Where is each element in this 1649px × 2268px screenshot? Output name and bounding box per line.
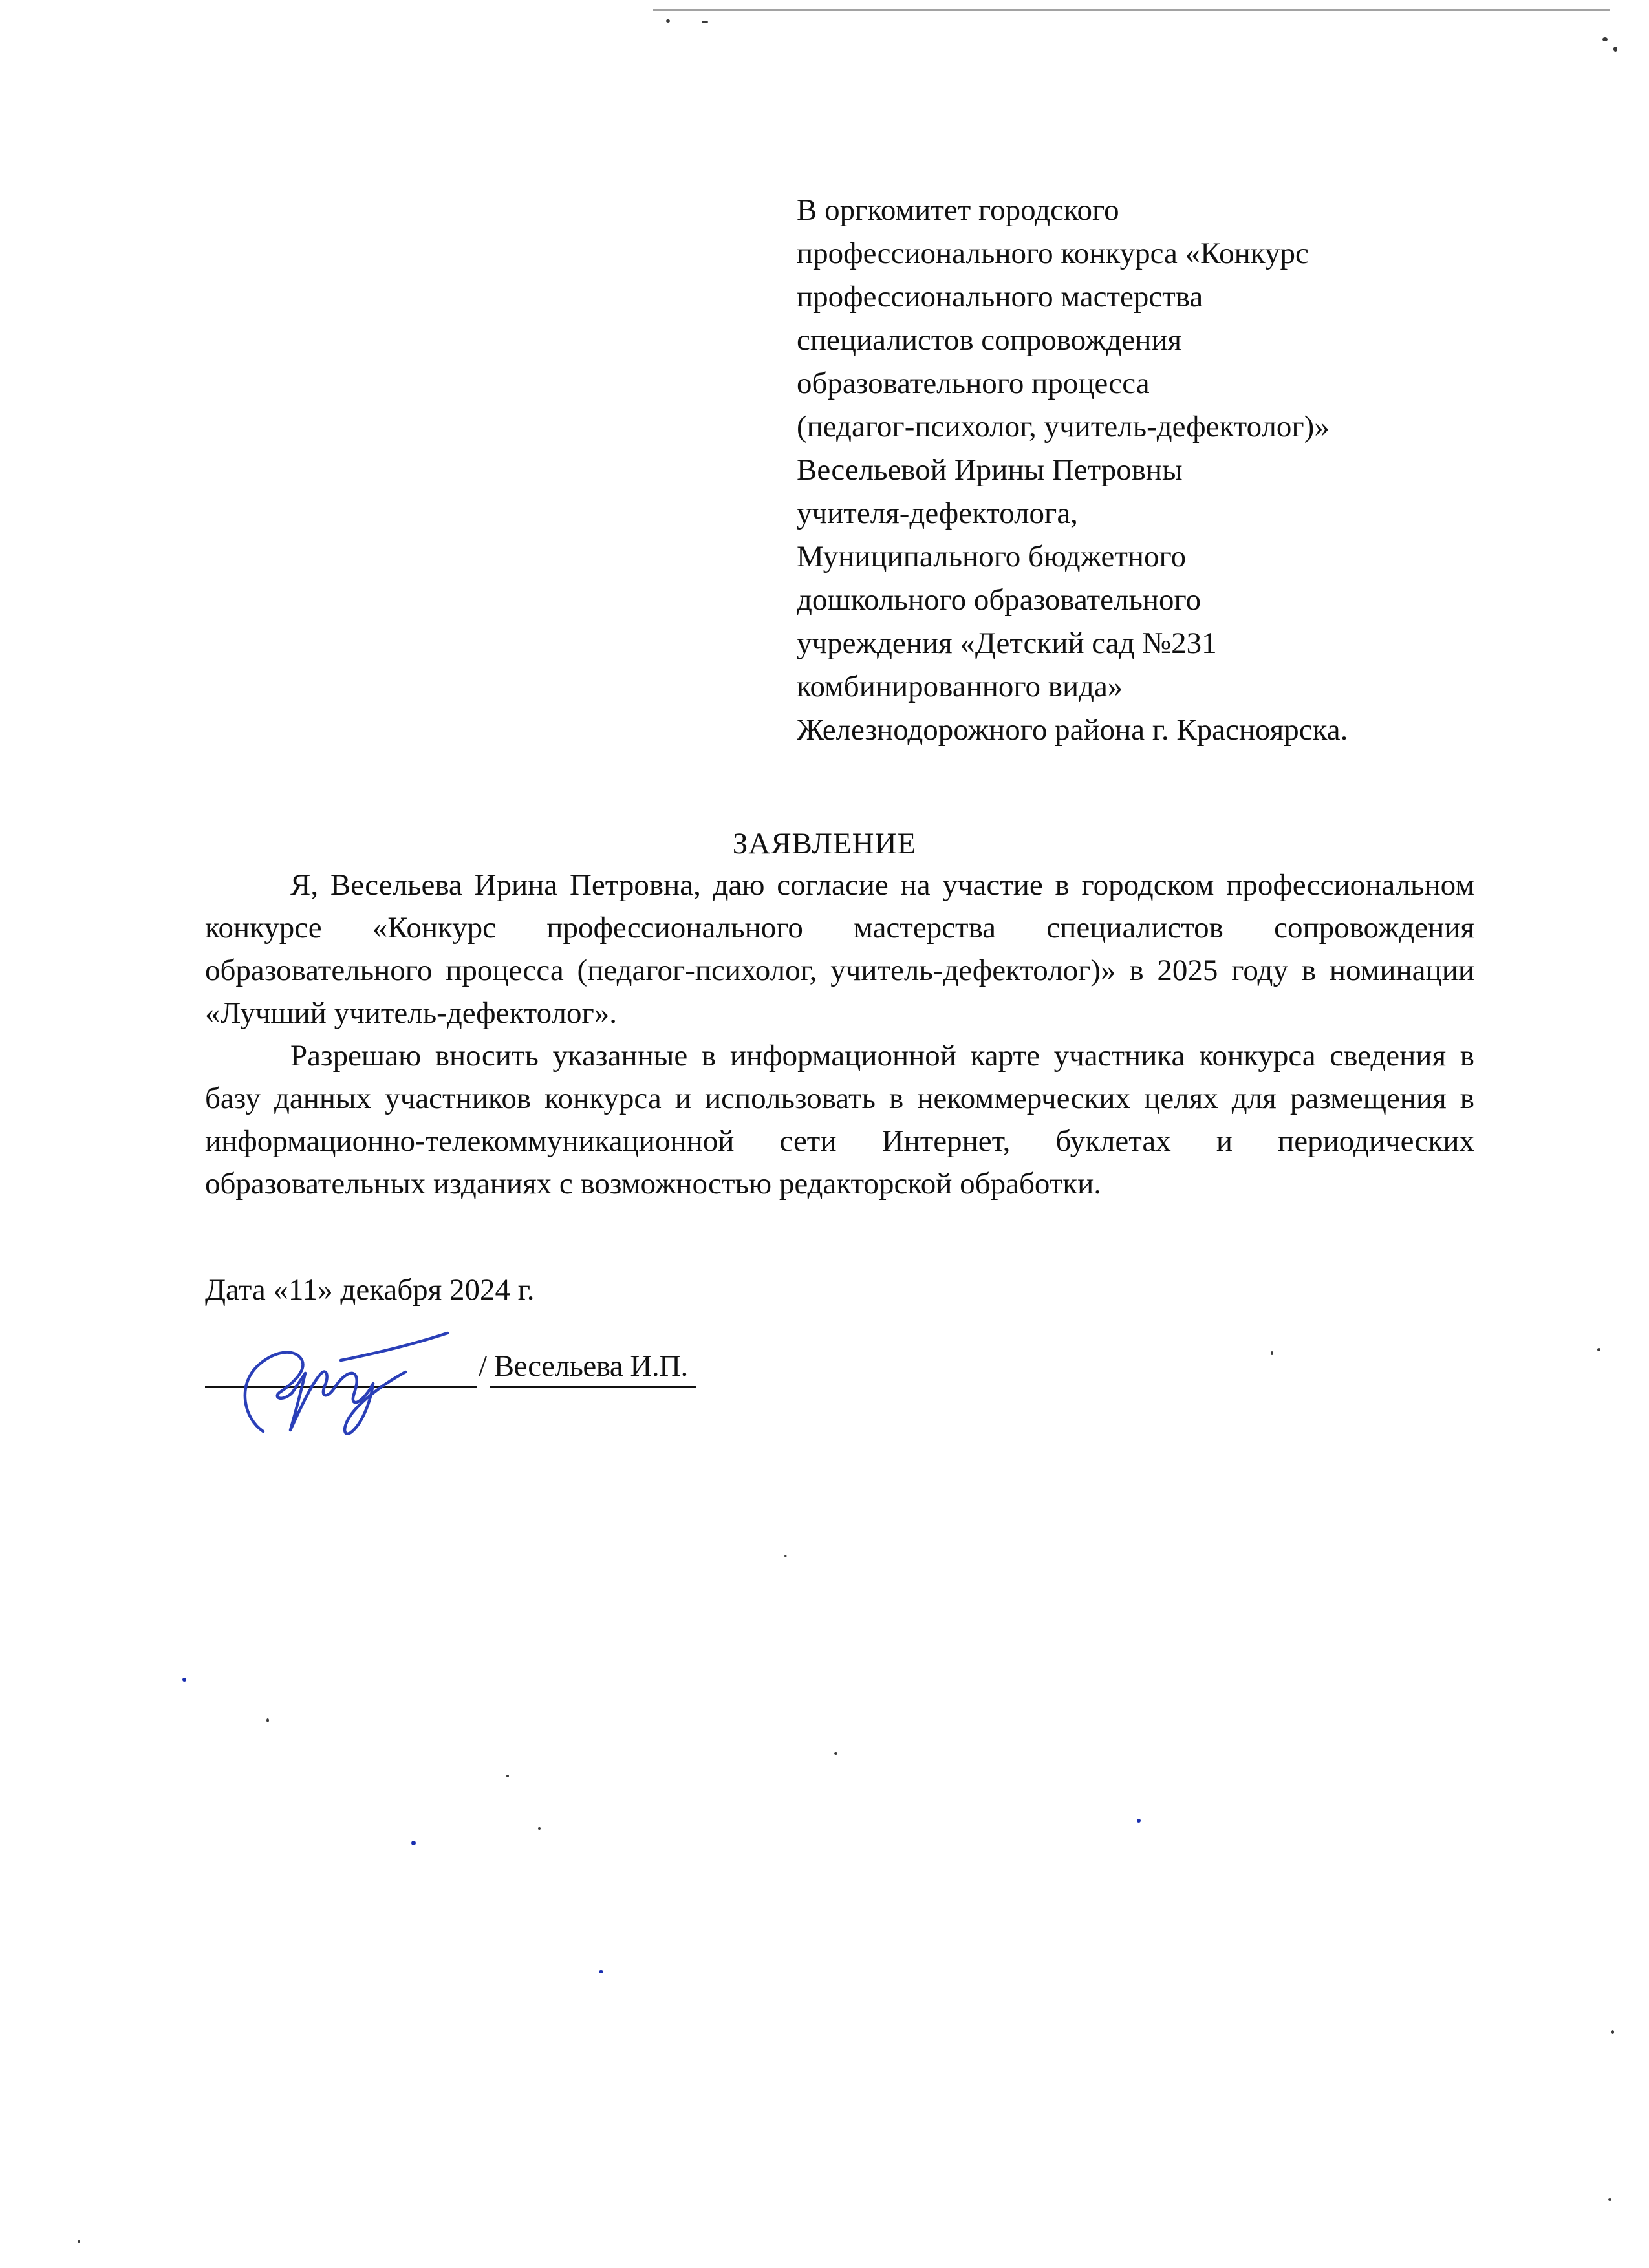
signature-name-underline [490,1386,696,1388]
addressee-line: специалистов сопровождения [797,323,1182,357]
scan-speck [78,2240,80,2243]
scan-speck [1602,37,1608,41]
scan-speck [1137,1819,1141,1823]
addressee-line: учителя-дефектолога, [797,497,1078,530]
scan-speck [1271,1351,1273,1355]
signature-row [205,1345,852,1435]
scan-speck [506,1775,509,1777]
addressee-line: (педагог-психолог, учитель-дефектолог)» [797,410,1330,444]
addressee-line: профессионального конкурса «Конкурс [797,237,1309,270]
scan-speck [702,21,708,23]
document-body [205,864,1474,1205]
scan-speck [411,1841,416,1845]
addressee-line: В оргкомитет городского [797,193,1119,227]
permission-paragraph: Разрешаю вносить указанные в информационной карте участника конкурса сведения в базу данных участников конкурса и использовать в некоммерческих целях для размещения в информационно-телекоммуникационной сети Интернет, буклетах и периодических образовательных изданиях с возможностью редакторской обработки. [205,1039,1474,1201]
scan-speck [834,1752,837,1755]
addressee-block [797,189,1573,752]
addressee-line: учреждения «Детский сад №231 [797,626,1217,660]
scan-speck [1608,2198,1611,2201]
addressee-line: дошкольного образовательного [797,583,1202,617]
addressee-line: профессионального мастерства [797,280,1203,314]
date-line: Дата «11» декабря 2024 г. [205,1273,535,1307]
addressee-line: Муниципального бюджетного [797,540,1187,573]
addressee-line: Железнодорожного района г. Красноярска. [797,713,1348,747]
consent-paragraph: Я, Весельева Ирина Петровна, даю согласие на участие в городском профессиональном конкурсе «Конкурс профессионального мастерства специалистов сопровождения образовательного процесса (педагог-психолог, учитель-дефектолог)» в 2025 году в номинации «Лучший учитель-дефектолог». [205,868,1474,1030]
addressee-line: Весельевой Ирины Петровны [797,453,1183,487]
scan-speck [538,1827,541,1830]
scan-speck [1611,2030,1614,2034]
scan-speck [182,1678,186,1682]
scan-speck [599,1970,603,1973]
signature-name: / Весельева И.П. [479,1349,688,1383]
handwritten-signature [218,1321,451,1438]
addressee-line: комбинированного вида» [797,670,1123,703]
document-title: ЗАЯВЛЕНИЕ [732,827,917,861]
scan-speck [666,19,670,23]
addressee-line: образовательного процесса [797,367,1150,400]
scan-speck [1597,1348,1600,1351]
scan-speck [1613,47,1617,52]
scan-speck [266,1718,269,1722]
scan-edge-line [653,9,1610,11]
scan-speck [784,1555,787,1557]
